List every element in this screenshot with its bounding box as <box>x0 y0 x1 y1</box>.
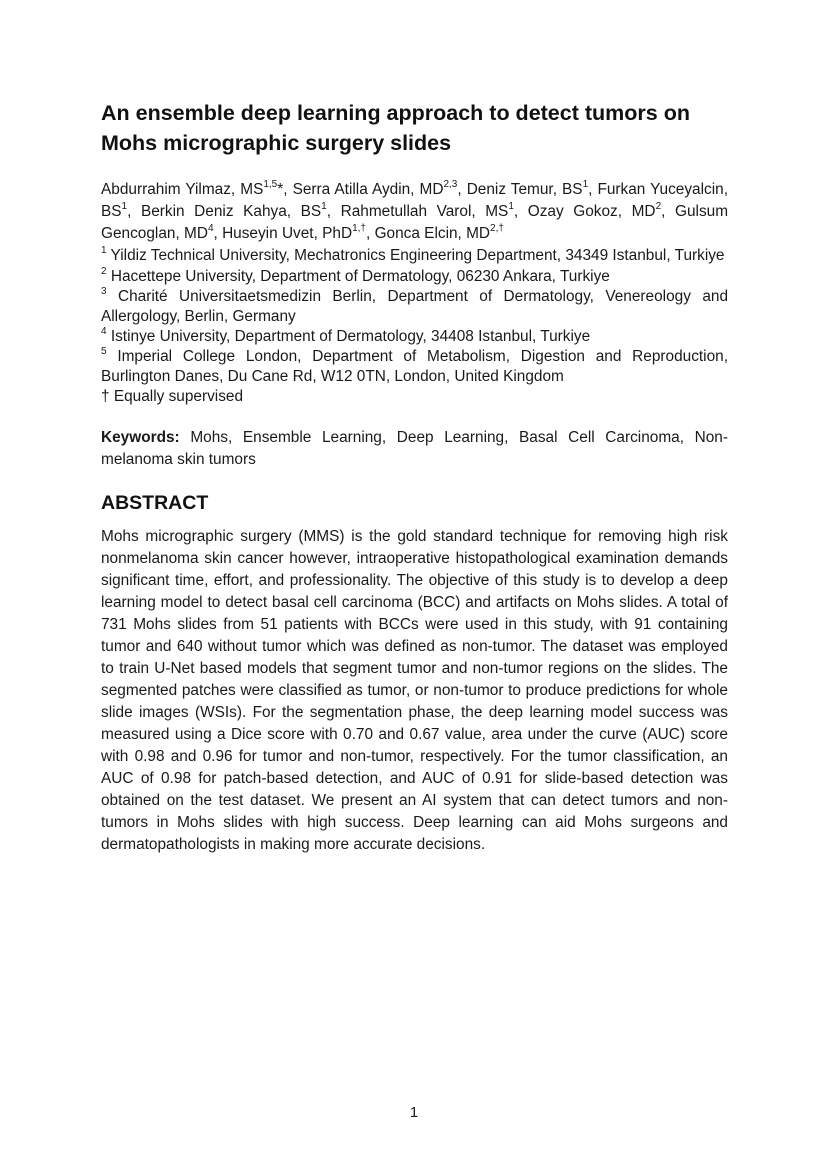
author-name: Berkin Deniz Kahya, BS <box>140 203 322 220</box>
abstract-heading: ABSTRACT <box>101 492 209 514</box>
affiliation-text: Imperial College London, Department of Metabolism, Digestion and Reproduction, Burlington Danes, Du Cane Rd, W12 0TN, London, United Kingdom <box>101 348 728 385</box>
author-affiliation-marker: 1 <box>508 200 514 212</box>
author-affiliation-marker: 4 <box>207 222 214 234</box>
author-name: Rahmetullah Varol, MS <box>340 203 509 220</box>
author-separator: , <box>127 203 141 220</box>
author-separator: , <box>661 203 675 220</box>
author-separator: , <box>513 203 528 220</box>
author-affiliation-marker: 1 <box>321 200 327 212</box>
corresponding-marker: * <box>277 181 284 198</box>
keywords <box>101 427 728 471</box>
author <box>466 178 598 198</box>
keywords-text: Mohs, Ensemble Learning, Deep Learning, Basal Cell Carcinoma, Non-melanoma skin tumors <box>101 429 728 468</box>
author-affiliation-marker: 1,† <box>352 222 366 234</box>
paper-title: An ensemble deep learning approach to detect tumors on Mohs micrographic surgery slides <box>101 101 690 155</box>
author-name: Huseyin Uvet, PhD <box>222 225 353 242</box>
affiliation-number: 4 <box>101 325 107 337</box>
affiliation-number: 5 <box>101 345 107 357</box>
author <box>140 200 341 220</box>
abstract-text: Mohs micrographic surgery (MMS) is the gold standard technique for removing high risk nonmelanoma skin cancer however, intraoperative histopathological examination demands significant time, effort, and professionality. The objective of this study is to develop a deep learning model to detect basal cell carcinoma (BCC) and artifacts on Mohs slides. A total of 731 Mohs slides from 51 patients with BCCs were used in this study, with 91 containing tumor and 640 without tumor which was defined as non-tumor. The dataset was employed to train U-Net based models that segment tumor and non-tumor regions on the slides. The segmented patches were classified as tumor, or non-tumor to produce predictions for whole slide images (WSIs). For the segmentation phase, the deep learning model success was measured using a Dice score with 0.70 and 0.67 value, area under the curve (AUC) score with 0.98 and 0.96 for tumor and non-tumor, respectively. For the tumor classification, an AUC of 0.98 for patch-based detection, and AUC of 0.91 for slide-based detection was obtained on the test dataset. We present an AI system that can detect tumors and non-tumors in Mohs slides with high success. Deep learning can aid Mohs surgeons and dermatopathologists in making more accurate decisions. <box>101 528 728 853</box>
author <box>222 222 375 242</box>
author-affiliation-marker: 2,3 <box>443 178 458 190</box>
author-affiliation-marker: 2 <box>655 200 662 212</box>
affiliation-number: 1 <box>101 244 107 256</box>
affiliation <box>101 267 728 287</box>
affiliation-text: Yildiz Technical University, Mechatronics Engineering Department, 34349 Istanbul, Turkiye <box>106 247 725 264</box>
author-affiliation-marker: 1 <box>582 178 589 190</box>
affiliation <box>101 287 728 327</box>
author-affiliation-marker: 2,† <box>490 222 504 234</box>
affiliation-text: Charité Universitaetsmedizin Berlin, Department of Dermatology, Venereology and Allergology, Berlin, Germany <box>101 288 728 325</box>
author-separator: , <box>213 225 223 242</box>
author-name: Abdurrahim Yilmaz, MS <box>101 181 264 198</box>
author-affiliation-marker: 1,5 <box>263 178 278 190</box>
affiliation-text: Hacettepe University, Department of Dermatology, 06230 Ankara, Turkiye <box>106 268 610 285</box>
paper-page <box>101 98 728 856</box>
author-name: Ozay Gokoz, MD <box>527 203 656 220</box>
page-number: 1 <box>409 1104 419 1121</box>
affiliation-text: Istinye University, Department of Dermatology, 34408 Istanbul, Turkiye <box>106 328 591 345</box>
author-list <box>101 179 728 245</box>
author-separator: , <box>326 203 341 220</box>
affiliation-list <box>101 245 728 407</box>
author <box>292 178 467 198</box>
author <box>527 200 675 220</box>
author-affiliation-marker: 1 <box>121 200 128 212</box>
author-separator: , <box>366 225 375 242</box>
author-name: Serra Atilla Aydin, MD <box>292 181 444 198</box>
author <box>340 200 528 220</box>
author-name: Deniz Temur, BS <box>466 181 583 198</box>
author-separator: , <box>588 181 598 198</box>
author-name: Gonca Elcin, MD <box>374 225 491 242</box>
author-name: Gulsum Gencoglan, MD <box>101 203 729 242</box>
equal-supervision-note: † Equally supervised <box>101 388 244 405</box>
affiliation-number: 2 <box>101 265 107 277</box>
keywords-label: Keywords: <box>101 429 180 446</box>
author-separator: , <box>283 181 293 198</box>
affiliation <box>101 347 728 387</box>
affiliation <box>101 245 728 267</box>
affiliation-number: 3 <box>101 285 107 297</box>
author-separator: , <box>457 181 467 198</box>
author <box>374 222 504 242</box>
author-name: Furkan Yuceyalcin, BS <box>101 181 728 220</box>
affiliation <box>101 327 728 347</box>
author <box>101 178 293 198</box>
